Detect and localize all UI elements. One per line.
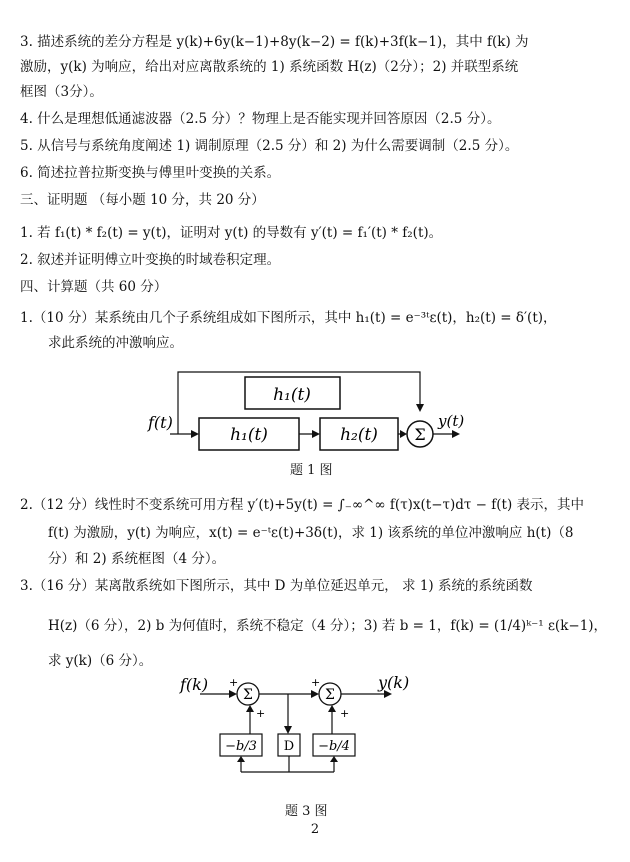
gain-b4-label: −b/4 — [318, 739, 350, 754]
figure-3-diagram — [178, 672, 428, 787]
h1-bottom-label: h₁(t) — [230, 425, 268, 445]
calc-1-line-1: 1.（10 分）某系统由几个子系统组成如下图所示，其中 h₁(t) = e⁻³ᵗε(t)，h₂(t) = δ′(t)， — [20, 310, 557, 326]
question-3-line-3: 框图（3分）。 — [20, 84, 103, 100]
h1-top-label: h₁(t) — [273, 385, 311, 405]
figure-1-caption: 题 1 图 — [290, 463, 333, 478]
question-6: 6. 简述拉普拉斯变换与傅里叶变换的关系。 — [20, 165, 281, 181]
sum2-plus-top: + — [311, 676, 321, 689]
sum1-plus-top: + — [229, 676, 239, 689]
calc-2-line-2: f(t) 为激励，y(t) 为响应，x(t) = e⁻ᵗε(t)+3δ(t)，求 1) 该系统的单位冲激响应 h(t)（8 — [48, 525, 574, 541]
h2-label: h₂(t) — [340, 425, 378, 445]
figure-1 — [140, 362, 480, 457]
sum2-symbol: Σ — [325, 687, 335, 703]
sum1-symbol: Σ — [243, 687, 253, 703]
calc-3-line-2: H(z)（6 分），2) b 为何值时，系统不稳定（4 分）；3) 若 b = 1，f(k) = (1/4)ᵏ⁻¹ ε(k−1)， — [48, 618, 608, 634]
question-3-line-1: 3. 描述系统的差分方程是 y(k)+6y(k−1)+8y(k−2) = f(k)+3f(k−1)，其中 f(k) 为 — [20, 34, 529, 50]
figure-3 — [178, 672, 428, 787]
summer-symbol: Σ — [414, 425, 426, 444]
fig1-input-label: f(t) — [148, 413, 173, 432]
page-number: 2 — [310, 822, 320, 837]
section-3-heading: 三、证明题 （每小题 10 分，共 20 分） — [20, 192, 265, 208]
question-5: 5. 从信号与系统角度阐述 1) 调制原理（2.5 分）和 2) 为什么需要调制（2.5 分）。 — [20, 138, 519, 154]
fig3-input-label: f(k) — [180, 675, 209, 694]
sum1-plus-bottom: + — [256, 707, 266, 720]
fig3-output-label: y(k) — [378, 673, 410, 692]
question-4: 4. 什么是理想低通滤波器（2.5 分）？物理上是否能实现并回答原因（2.5 分）。 — [20, 111, 501, 127]
calc-2-line-3: 分）和 2) 系统框图（4 分）。 — [48, 551, 226, 567]
calc-1-line-2: 求此系统的冲激响应。 — [48, 335, 183, 351]
calc-2-line-1: 2.（12 分）线性时不变系统可用方程 y′(t)+5y(t) = ∫₋∞^∞ f(τ)x(t−τ)dτ − f(t) 表示，其中 — [20, 497, 585, 513]
calc-3-line-3: 求 y(k)（6 分）。 — [48, 653, 153, 669]
sum2-plus-bottom: + — [340, 707, 350, 720]
gain-b3-label: −b/3 — [225, 739, 257, 754]
fig1-output-label: y(t) — [438, 412, 465, 430]
figure-1-diagram — [140, 362, 480, 457]
question-3-line-2: 激励，y(k) 为响应，给出对应离散系统的 1) 系统函数 H(z)（2分）；2) 并联型系统 — [20, 59, 519, 75]
figure-3-caption: 题 3 图 — [285, 804, 328, 819]
delay-label: D — [283, 739, 295, 754]
proof-2: 2. 叙述并证明傅立叶变换的时域卷积定理。 — [20, 252, 281, 268]
proof-1: 1. 若 f₁(t) * f₂(t) = y(t)，证明对 y(t) 的导数有 y′(t) = f₁′(t) * f₂(t)。 — [20, 225, 443, 241]
section-4-heading: 四、计算题（共 60 分） — [20, 279, 168, 295]
calc-3-line-1: 3.（16 分）某离散系统如下图所示，其中 D 为单位延迟单元， 求 1) 系统的系统函数 — [20, 578, 533, 594]
